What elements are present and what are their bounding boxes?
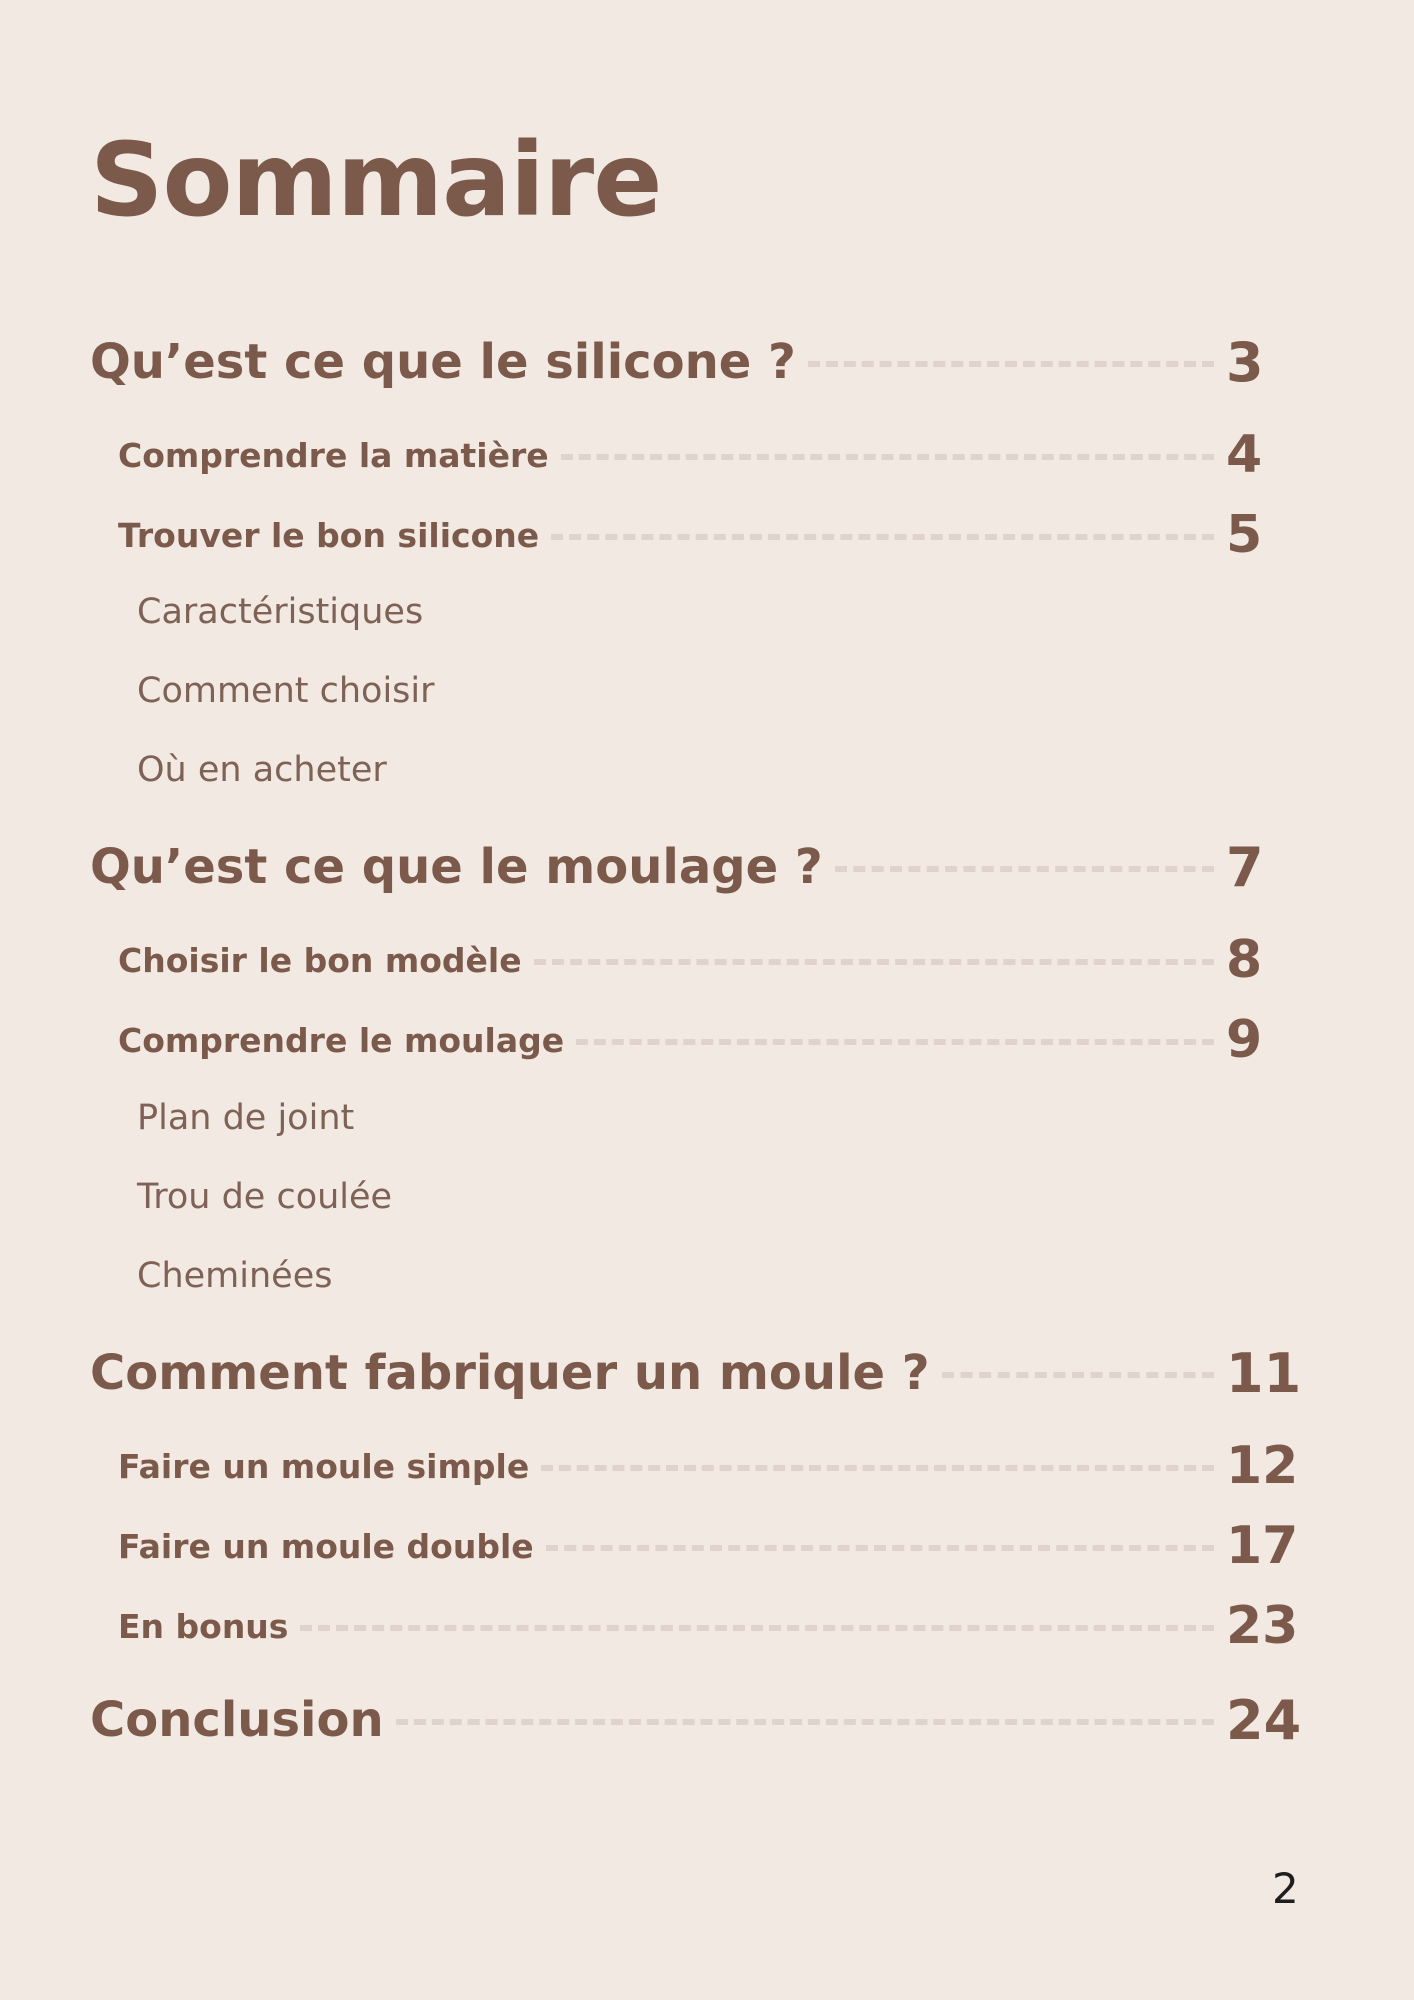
toc-entry-label: Conclusion [90,1692,384,1748]
toc-entry-label: Caractéristiques [137,592,424,632]
toc-dot-leader [300,1625,1214,1631]
toc-entry-page: 12 [1226,1436,1299,1496]
toc-entry-page: 11 [1226,1341,1302,1405]
toc-entry [118,1516,1299,1576]
toc-entry-page: 9 [1226,1010,1263,1070]
toc-entry [137,666,435,716]
toc-dot-leader [396,1719,1214,1725]
toc-entry-page: 23 [1226,1596,1299,1656]
toc-entry-label: Comprendre le moulage [118,1020,565,1060]
toc-entry-page: 8 [1226,930,1263,990]
toc-entry [90,1338,1302,1408]
toc-dot-leader [551,534,1214,540]
toc-dot-leader [534,959,1214,965]
toc-entry [137,745,387,795]
toc-entry-page: 24 [1226,1688,1302,1752]
toc-entry-label: Qu’est ce que le moulage ? [90,839,823,895]
toc-dot-leader [808,361,1214,367]
toc-entry [137,1172,392,1222]
toc-entry-label: Comment fabriquer un moule ? [90,1345,930,1401]
toc-entry-label: Faire un moule double [118,1526,534,1566]
toc-dot-leader [835,866,1214,872]
toc-entry [137,1093,354,1143]
toc-entry-label: Comment choisir [137,671,435,711]
toc-entry [118,930,1290,990]
toc-entry [137,587,423,637]
toc-entry-page: 7 [1226,835,1264,899]
toc-entry [90,1685,1302,1755]
toc-entry [90,327,1290,397]
toc-entry-label: Plan de joint [137,1098,355,1138]
toc-entry-label: En bonus [118,1606,289,1646]
toc-entry-label: Trou de coulée [137,1177,393,1217]
toc-entry [118,1596,1299,1656]
toc-entry [90,832,1290,902]
toc-entry-label: Choisir le bon modèle [118,940,522,980]
toc-entry-label: Qu’est ce que le silicone ? [90,334,796,390]
toc-entry-page: 5 [1226,505,1263,565]
toc-entry [118,1436,1299,1496]
toc-dot-leader [541,1465,1214,1471]
toc-dot-leader [942,1372,1214,1378]
toc-entry-label: Comprendre la matière [118,435,549,475]
toc-entry-page: 3 [1226,330,1264,394]
toc-entry [118,1010,1290,1070]
page-number: 2 [1272,1864,1299,1913]
toc-dot-leader [576,1039,1214,1045]
toc-entry-label: Où en acheter [137,750,387,790]
toc-entry-label: Faire un moule simple [118,1446,530,1486]
page-title: Sommaire [90,121,662,240]
toc-entry [118,425,1290,485]
toc-entry [118,505,1290,565]
toc-entry-label: Trouver le bon silicone [118,515,540,555]
toc-entry-label: Cheminées [137,1256,333,1296]
toc-dot-leader [546,1545,1214,1551]
toc-dot-leader [561,454,1214,460]
toc-entry-page: 4 [1226,425,1263,485]
toc-entry [137,1251,332,1301]
toc-entry-page: 17 [1226,1516,1299,1576]
